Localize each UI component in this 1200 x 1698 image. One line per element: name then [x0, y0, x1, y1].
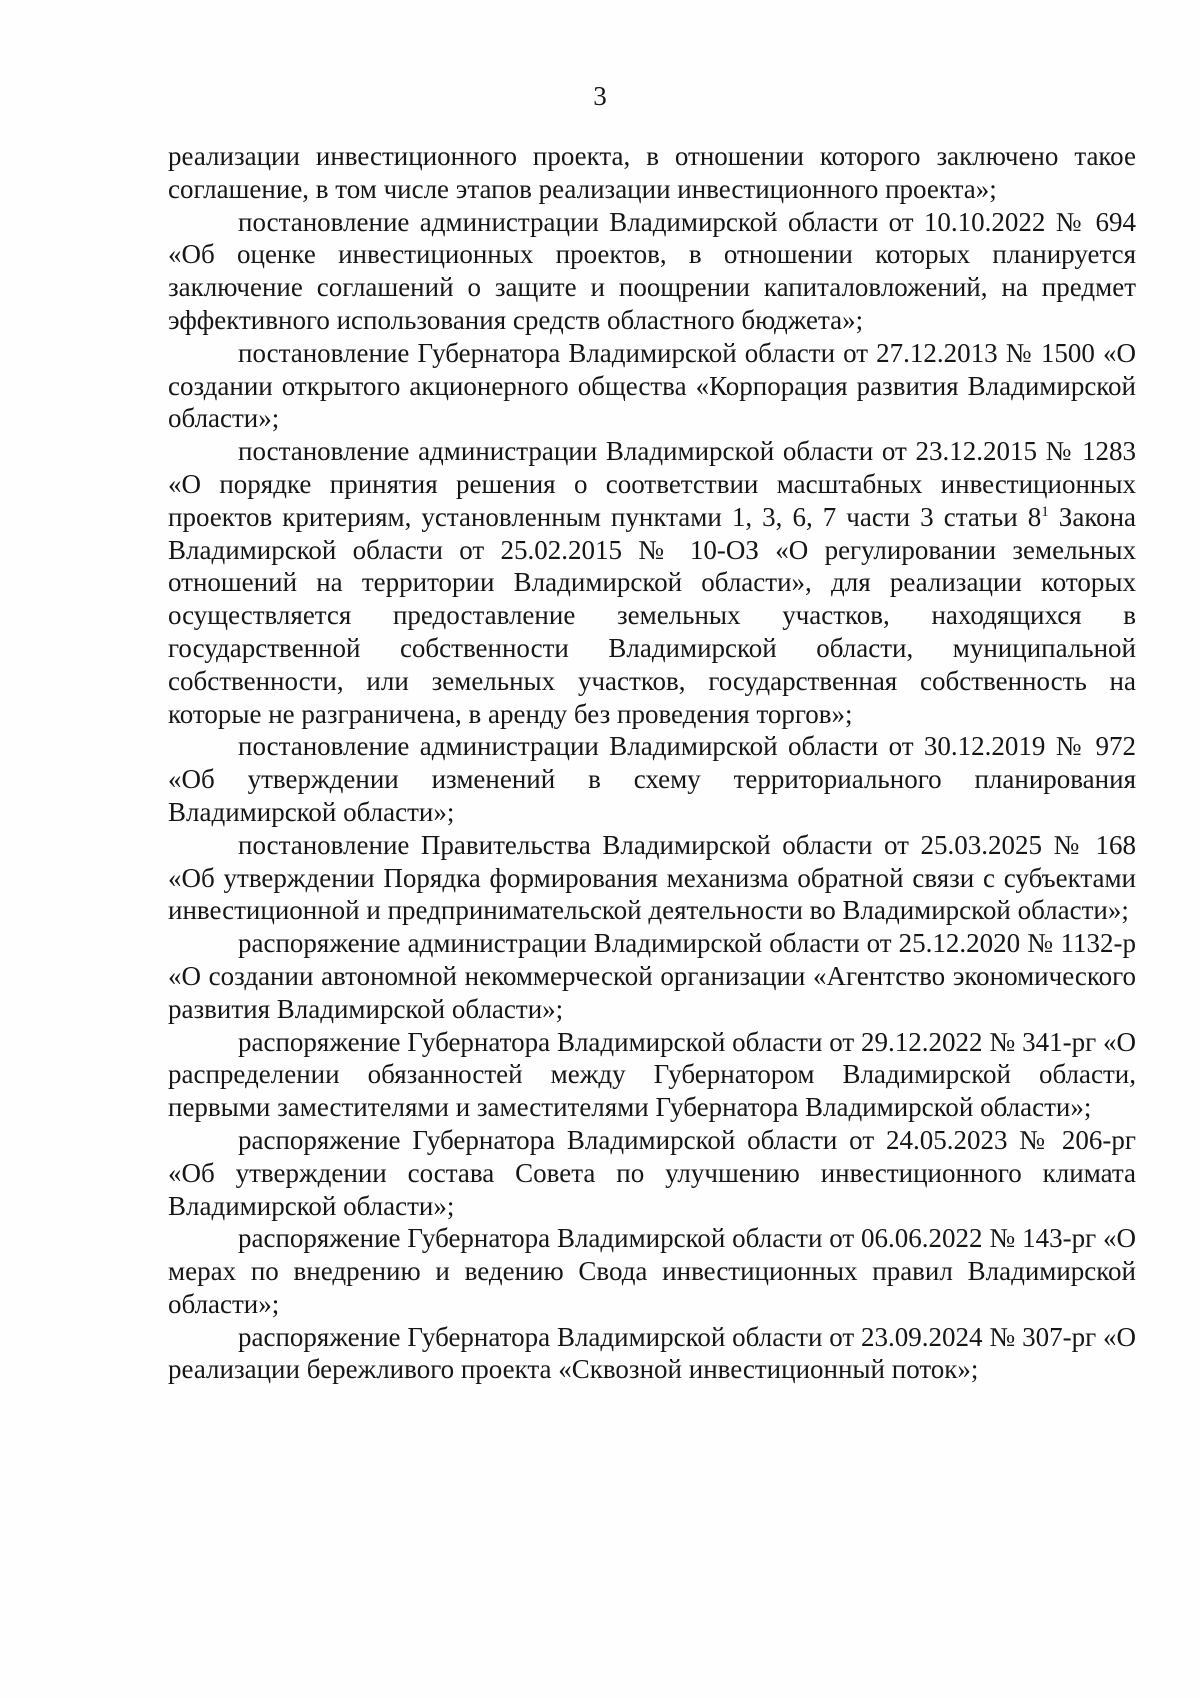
- page-number: 3: [593, 81, 607, 111]
- paragraph-order-1132: распоряжение администрации Владимирской области от 25.12.2020 № 1132-р «О создании автономной некоммерческой организации «Агентство экономического развития Владимирской области»;: [168, 928, 1136, 1024]
- paragraph-resolution-168: постановление Правительства Владимирской области от 25.03.2025 № 168 «Об утверждении Порядка формирования механизма обратной связи с субъектами инвестиционной и предпринимательской деятельности во Владимирской области»;: [168, 829, 1136, 926]
- paragraph-order-143: распоряжение Губернатора Владимирской области от 06.06.2022 № 143-рг «О мерах по внедрению и ведению Свода инвестиционных правил Владимирской области»;: [168, 1223, 1136, 1319]
- paragraph-order-341: распоряжение Губернатора Владимирской области от 29.12.2022 № 341-рг «О распределении обязанностей между Губернатором Владимирской области, первыми заместителями и заместителями Губернатора Владимирской области»;: [168, 1026, 1136, 1123]
- paragraph-order-307: распоряжение Губернатора Владимирской области от 23.09.2024 № 307-рг «О реализации бережливого проекта «Сквозной инвестиционный поток»;: [168, 1321, 1136, 1385]
- paragraph-resolution-1283: [168, 435, 1136, 730]
- article-superscript: 1: [1041, 503, 1049, 520]
- paragraph-text-before-superscript: постановление администрации Владимирской области от 23.12.2015 № 1283 «О порядке принятия решения о соответствии масштабных инвестиционных проектов критериям, установленным пунктами 1, 3, 6, 7 части 3 статьи 8: [168, 436, 1136, 532]
- document-body: [168, 140, 1136, 1386]
- paragraph-resolution-1500: постановление Губернатора Владимирской области от 27.12.2013 № 1500 «О создании открытого акционерного общества «Корпорация развития Владимирской области»;: [168, 337, 1136, 434]
- paragraph-text-after-superscript: Закона Владимирской области от 25.02.2015 № 10-ОЗ «О регулировании земельных отношений на территории Владимирской области», для реализации которых осуществляется предоставление земельных участков, находящихся в государственной собственности Владимирской области, муниципальной собственности, или земельных участков, государственная собственность на которые не разграничена, в аренду без проведения торгов»;: [168, 501, 1136, 729]
- paragraph-resolution-694: постановление администрации Владимирской области от 10.10.2022 № 694 «Об оценке инвестиционных проектов, в отношении которых планируется заключение соглашений о защите и поощрении капиталовложений, на предмет эффективного использования средств областного бюджета»;: [168, 206, 1136, 335]
- paragraph-resolution-972: постановление администрации Владимирской области от 30.12.2019 № 972 «Об утверждении изменений в схему территориального планирования Владимирской области»;: [168, 731, 1136, 827]
- paragraph-continuation: реализации инвестиционного проекта, в отношении которого заключено такое соглашение, в том числе этапов реализации инвестиционного проекта»;: [168, 141, 1136, 204]
- paragraph-order-206: распоряжение Губернатора Владимирской области от 24.05.2023 № 206-рг «Об утверждении состава Совета по улучшению инвестиционного климата Владимирской области»;: [168, 1124, 1136, 1221]
